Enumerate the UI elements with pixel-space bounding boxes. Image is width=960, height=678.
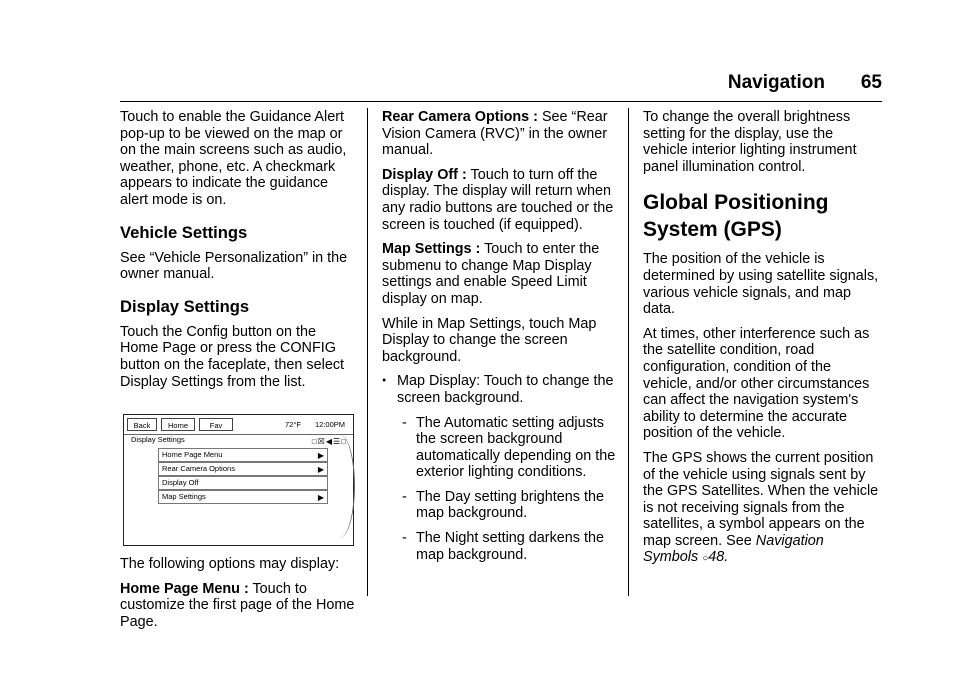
figure-menu-row-label: Display Off bbox=[162, 478, 199, 488]
header-rule bbox=[120, 101, 882, 102]
bullet-text: Map Display: Touch to change the screen background. bbox=[397, 373, 614, 406]
dash-marker: - bbox=[402, 530, 407, 547]
figure-home-button: Home bbox=[161, 418, 195, 431]
sub-item bbox=[402, 415, 617, 481]
figure-menu-row bbox=[158, 490, 328, 504]
rear-camera-label: Rear Camera Options : bbox=[382, 109, 538, 125]
figure-back-button: Back bbox=[127, 418, 157, 431]
display-off-text: Touch to turn off the display. The display will return when any radio buttons are touched or the screen is touched (if equipped). bbox=[382, 166, 614, 233]
sub-item-text: The Night setting darkens the map background. bbox=[416, 530, 604, 563]
figure-temperature: 72°F bbox=[285, 420, 301, 430]
gps-heading-line-2: System (GPS) bbox=[643, 218, 782, 242]
page-ref-number[interactable]: 48. bbox=[708, 549, 729, 566]
bullet-icon: ● bbox=[382, 377, 387, 385]
figure-screen-title: Display Settings bbox=[131, 435, 185, 445]
figure-screen-curve bbox=[324, 434, 355, 538]
display-settings-screen-figure bbox=[123, 414, 354, 546]
chevron-right-icon: ▶ bbox=[317, 493, 324, 503]
home-page-menu-text: Touch to customize the first page of the Home Page. bbox=[120, 580, 355, 630]
figure-fav-button: Fav bbox=[199, 418, 233, 431]
display-settings-heading: Display Settings bbox=[120, 296, 250, 316]
vehicle-settings-text: See “Vehicle Personalization” in the owner manual. bbox=[120, 249, 348, 283]
navigation-symbols-link[interactable]: Navigation bbox=[755, 532, 824, 549]
figure-status-icons: □☒◀☰□ bbox=[311, 437, 347, 447]
rear-camera-item bbox=[382, 109, 617, 159]
display-settings-text: Touch the Config button on the Home Page or press the CONFIG button on the faceplate, then select Display Settings from the list. bbox=[120, 323, 345, 390]
figure-menu-row bbox=[158, 476, 328, 490]
guidance-alert-paragraph: Touch to enable the Guidance Alert pop-up to be viewed on the map or on the main screens such as audio, weather, phone, etc. A checkmark appears to indicate the guidance alert mode is on. bbox=[120, 109, 347, 208]
bullet-item bbox=[382, 373, 617, 406]
map-settings-label: Map Settings : bbox=[382, 241, 481, 258]
gps-paragraph-2: At times, other interference such as the satellite condition, road configuration, condition of the vehicle, and/or other circumstances can affect the navigation system's ability to determine the accurate position of the vehicle. bbox=[643, 325, 870, 442]
chevron-right-icon: ▶ bbox=[317, 451, 324, 461]
figure-menu-row-label: Rear Camera Options bbox=[162, 464, 235, 474]
column-divider-2 bbox=[628, 108, 629, 596]
page-header bbox=[0, 72, 960, 96]
section-title: Navigation bbox=[727, 72, 825, 93]
sub-item-text: The Day setting brightens the map background. bbox=[416, 488, 604, 522]
figure-menu-row bbox=[158, 462, 328, 476]
options-intro: The following options may display: bbox=[120, 556, 340, 573]
sub-item-text: The Automatic setting adjusts the screen background automatically depending on the exterior lighting conditions. bbox=[416, 414, 616, 481]
figure-clock: 12:00PM bbox=[315, 420, 346, 430]
home-page-menu-label: Home Page Menu : bbox=[120, 580, 249, 597]
column-1 bbox=[120, 109, 355, 639]
dash-marker: - bbox=[402, 414, 407, 431]
figure-menu-row-label: Home Page Menu bbox=[162, 450, 223, 460]
chevron-right-icon: ▶ bbox=[317, 465, 324, 475]
brightness-paragraph: To change the overall brightness setting for the display, use the vehicle interior lighting instrument panel illumination control. bbox=[643, 109, 857, 175]
display-off-item bbox=[382, 167, 617, 233]
dash-marker: - bbox=[402, 488, 407, 505]
gps-heading-line-1: Global Positioning bbox=[643, 191, 829, 215]
map-settings-item bbox=[382, 241, 617, 307]
column-divider-1 bbox=[367, 108, 368, 596]
gps-paragraph-1: The position of the vehicle is determined by using satellite signals, various vehicle signals, and map data. bbox=[643, 251, 879, 318]
navigation-symbols-link-cont[interactable]: Symbols bbox=[643, 549, 699, 566]
figure-menu-row bbox=[158, 448, 328, 462]
column-2 bbox=[382, 109, 617, 571]
sub-item bbox=[402, 530, 617, 563]
rear-camera-text: See “Rear Vision Camera (RVC)” in the owner manual. bbox=[382, 109, 608, 159]
page-ref-icon: ○ bbox=[702, 553, 709, 565]
gps-paragraph-3 bbox=[643, 450, 881, 568]
map-display-paragraph: While in Map Settings, touch Map Display to change the screen background. bbox=[382, 315, 597, 365]
page-number: 65 bbox=[860, 72, 882, 93]
home-page-menu-item bbox=[120, 581, 355, 631]
gps-heading bbox=[643, 189, 881, 243]
gps-paragraph-3-text: The GPS shows the current position of the vehicle using signals sent by the GPS Satellites. When the vehicle is not receiving signals from the satellites, a symbol appears on the map screen. See bbox=[643, 449, 879, 549]
map-settings-text: Touch to enter the submenu to change Map Display settings and enable Speed Limit display on map. bbox=[382, 241, 600, 307]
display-off-label: Display Off : bbox=[382, 166, 467, 183]
sub-item bbox=[402, 489, 617, 522]
figure-menu-row-label: Map Settings bbox=[162, 492, 206, 502]
vehicle-settings-heading: Vehicle Settings bbox=[120, 222, 248, 242]
column-3 bbox=[643, 109, 881, 576]
